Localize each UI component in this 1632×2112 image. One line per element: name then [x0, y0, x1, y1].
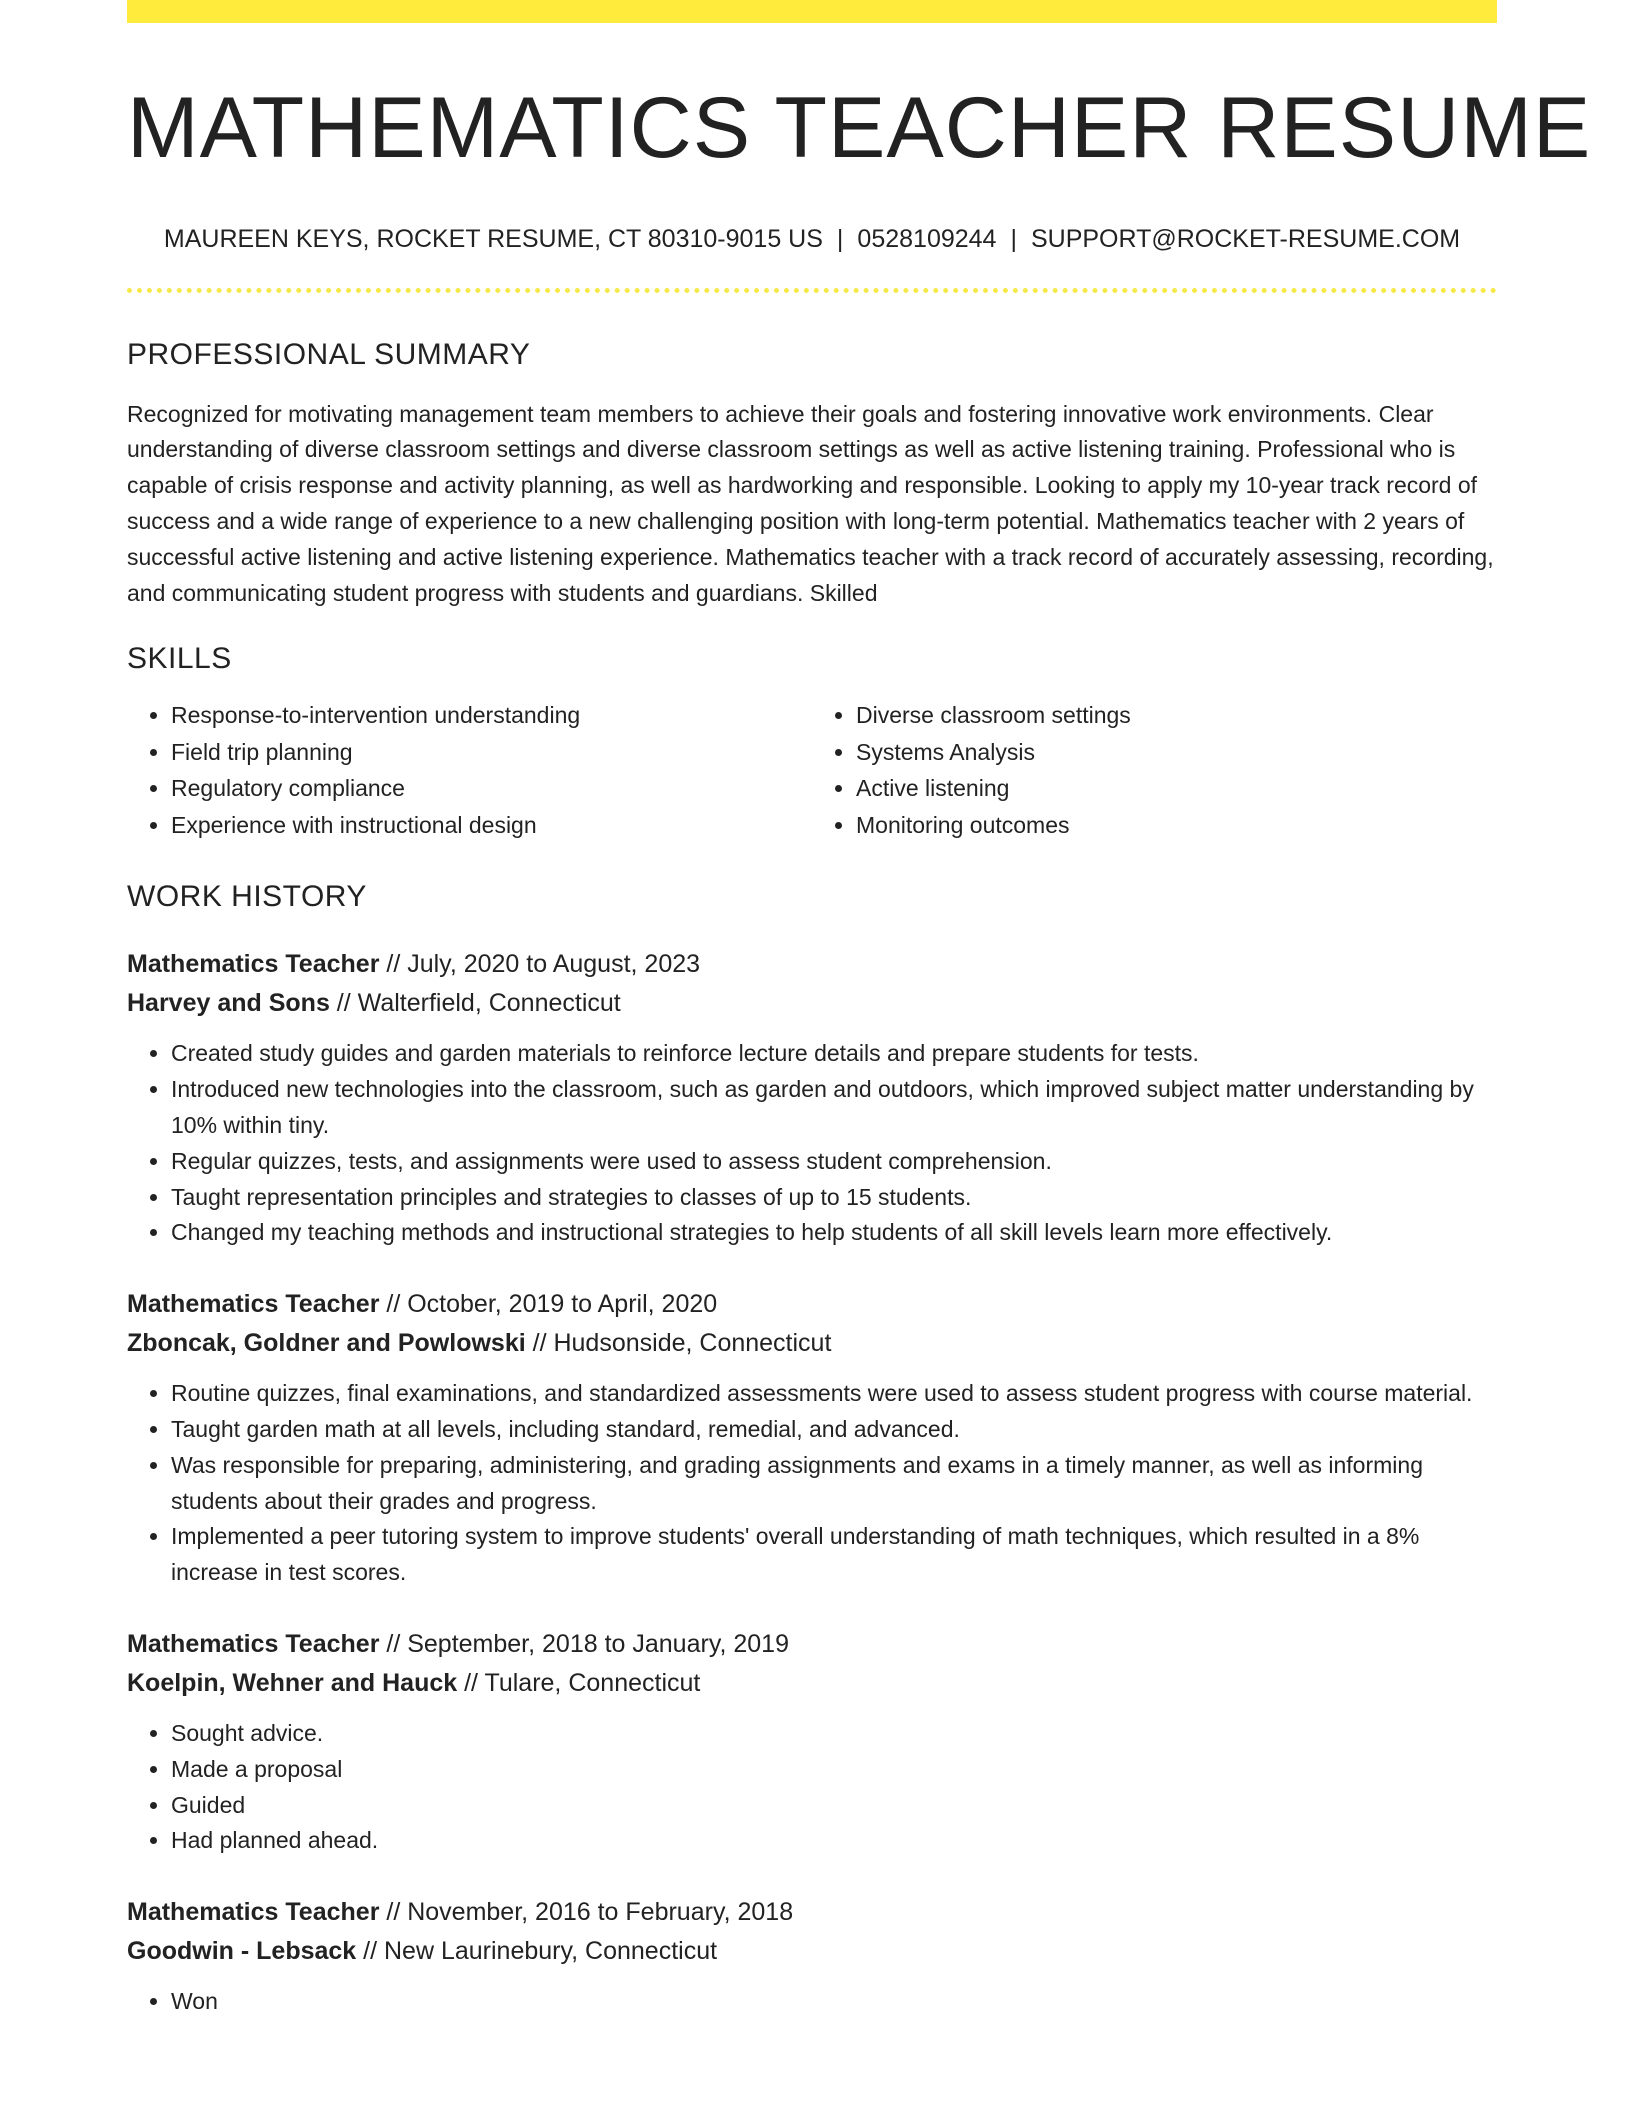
job-title: Mathematics Teacher	[127, 1629, 380, 1658]
job-separator: //	[457, 1668, 485, 1697]
job-location: Tulare, Connecticut	[484, 1668, 701, 1697]
job-dates: November, 2016 to February, 2018	[407, 1898, 794, 1927]
job-bullets	[127, 1376, 1497, 1591]
job-bullet: • Sought advice.	[171, 1716, 1497, 1752]
skill-item: • Monitoring outcomes	[856, 807, 1497, 844]
job-bullet: • Taught representation principles and strategies to classes of up to 15 students.	[171, 1180, 1497, 1216]
job-location: New Laurinebury, Connecticut	[384, 1937, 718, 1966]
job-company: Zboncak, Goldner and Powlowski	[127, 1329, 526, 1358]
job-company-line	[127, 1932, 1497, 1971]
job-separator: //	[329, 989, 358, 1018]
accent-bar	[127, 0, 1497, 23]
contact-address: MAUREEN KEYS, ROCKET RESUME, CT 80310-9015 US	[163, 224, 823, 253]
job-bullet: • Taught garden math at all levels, including standard, remedial, and advanced.	[171, 1412, 1497, 1448]
resume-title: MATHEMATICS TEACHER RESUME	[127, 80, 1592, 176]
job-bullet: • Won	[171, 1984, 1497, 2020]
work-history-heading: WORK HISTORY	[127, 880, 367, 914]
job-company: Harvey and Sons	[127, 989, 330, 1018]
job-company: Goodwin - Lebsack	[127, 1937, 357, 1966]
job-dates: October, 2019 to April, 2020	[407, 1290, 718, 1319]
contact-email: SUPPORT@ROCKET-RESUME.COM	[1030, 224, 1461, 253]
job-separator: //	[356, 1937, 384, 1966]
job-separator: //	[525, 1329, 554, 1358]
job-entry	[127, 1893, 1497, 2020]
job-bullet: • Created study guides and garden materials to reinforce lecture details and prepare students for tests.	[171, 1036, 1497, 1072]
job-bullets	[127, 1716, 1497, 1859]
skill-item: • Field trip planning	[171, 734, 812, 771]
contact-separator: |	[1010, 224, 1017, 253]
skills-grid	[127, 697, 1497, 843]
summary-text: Recognized for motivating management team members to achieve their goals and fostering innovative work environments. Clear understanding of diverse classroom settings and diverse classroom settings as well as active listening training. Professional who is capable of crisis response and activity planning, as well as hardworking and responsible. Looking to apply my 10-year track record of success and a wide range of experience to a new challenging position with long-term potential. Mathematics teacher with 2 years of successful active listening and active listening experience. Mathematics teacher with a track record of accurately assessing, recording, and communicating student progress with students and guardians. Skilled	[127, 400, 1494, 606]
job-bullet: • Guided	[171, 1788, 1497, 1824]
contact-separator: |	[836, 224, 844, 253]
job-bullets	[127, 1984, 1497, 2020]
job-bullet: • Was responsible for preparing, administering, and grading assignments and exams in a timely manner, as well as informing students about their grades and progress.	[171, 1448, 1497, 1520]
job-title-line	[127, 945, 1497, 984]
job-separator: //	[379, 1290, 408, 1319]
job-title: Mathematics Teacher	[127, 950, 380, 979]
job-bullet: • Regular quizzes, tests, and assignments were used to assess student comprehension.	[171, 1144, 1497, 1180]
dotted-divider	[127, 288, 1497, 293]
skill-item: • Regulatory compliance	[171, 770, 812, 807]
job-bullet: • Changed my teaching methods and instructional strategies to help students of all skill levels learn more effectively.	[171, 1215, 1497, 1251]
skill-item: • Systems Analysis	[856, 734, 1497, 771]
job-title-line	[127, 1285, 1497, 1324]
skill-item: • Diverse classroom settings	[856, 697, 1497, 734]
job-bullet: • Made a proposal	[171, 1752, 1497, 1788]
job-entry	[127, 1285, 1497, 1591]
job-title-line	[127, 1625, 1497, 1664]
job-bullet: • Implemented a peer tutoring system to improve students' overall understanding of math techniques, which resulted in a 8% increase in test scores.	[171, 1519, 1497, 1591]
job-separator: //	[379, 950, 408, 979]
resume-page	[127, 0, 1592, 2020]
job-bullets	[127, 1036, 1497, 1251]
job-separator: //	[379, 1629, 408, 1658]
job-company: Koelpin, Wehner and Hauck	[127, 1668, 458, 1697]
job-company-line	[127, 1324, 1497, 1363]
job-title: Mathematics Teacher	[127, 1898, 380, 1927]
job-entry	[127, 945, 1497, 1251]
contact-phone: 0528109244	[857, 224, 997, 253]
job-location: Hudsonside, Connecticut	[553, 1329, 832, 1358]
job-entry	[127, 1625, 1497, 1859]
job-bullet: • Introduced new technologies into the classroom, such as garden and outdoors, which improved subject matter understanding by 10% within tiny.	[171, 1072, 1497, 1144]
job-title-line	[127, 1893, 1497, 1932]
job-title: Mathematics Teacher	[127, 1290, 380, 1319]
job-company-line	[127, 1664, 1497, 1703]
job-company-line	[127, 984, 1497, 1023]
skills-right-column	[812, 697, 1497, 843]
job-dates: September, 2018 to January, 2019	[407, 1629, 789, 1658]
job-dates: July, 2020 to August, 2023	[407, 950, 701, 979]
contact-line	[127, 224, 1497, 254]
skill-item: • Active listening	[856, 770, 1497, 807]
skill-item: • Experience with instructional design	[171, 807, 812, 844]
job-separator: //	[379, 1898, 408, 1927]
job-bullet: • Routine quizzes, final examinations, and standardized assessments were used to assess student progress with course material.	[171, 1376, 1497, 1412]
skills-heading: SKILLS	[127, 642, 232, 676]
summary-heading: PROFESSIONAL SUMMARY	[127, 337, 531, 371]
job-location: Walterfield, Connecticut	[357, 989, 621, 1018]
skills-left-column	[127, 697, 812, 843]
job-bullet: • Had planned ahead.	[171, 1823, 1497, 1859]
skill-item: • Response-to-intervention understanding	[171, 697, 812, 734]
